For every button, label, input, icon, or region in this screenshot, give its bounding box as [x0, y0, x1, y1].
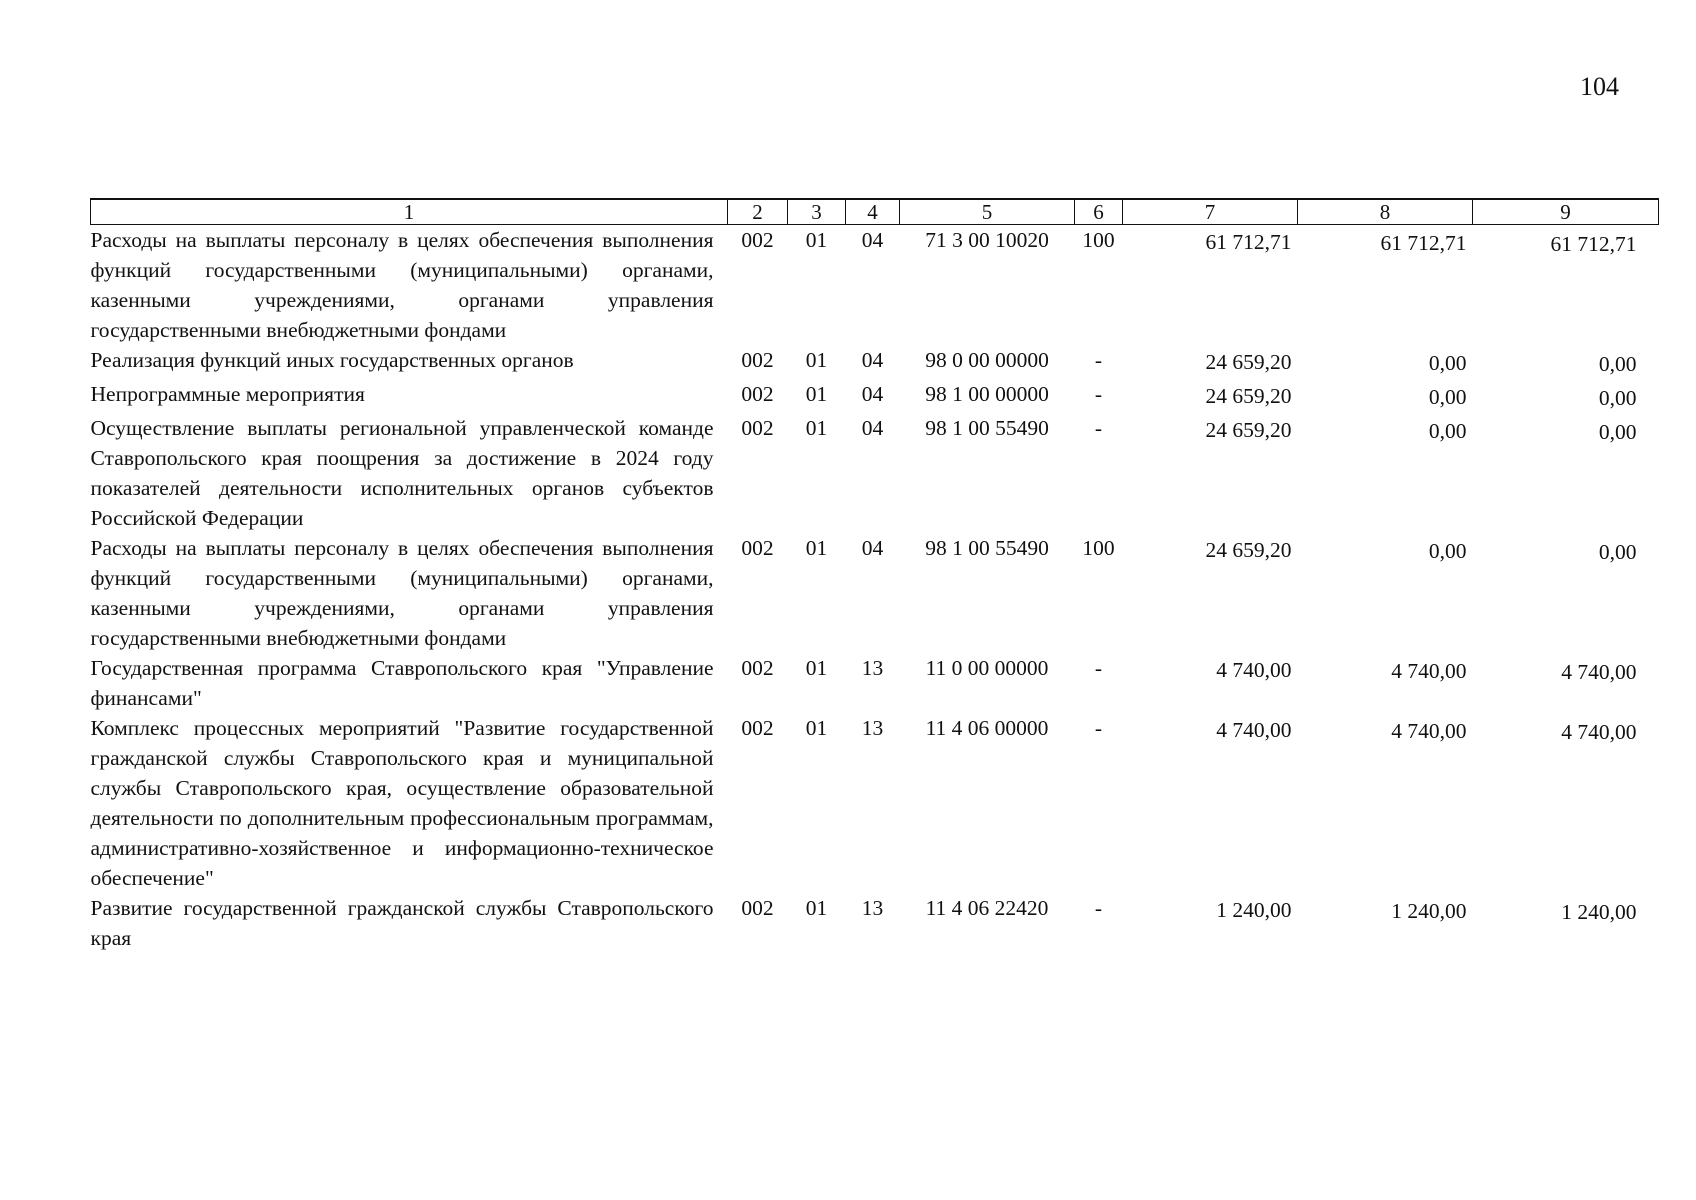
- row-code-6: 100: [1082, 536, 1115, 560]
- row-amount-7: 1 240,00: [1216, 898, 1292, 922]
- row-code-5: 11 0 00 00000: [925, 656, 1049, 680]
- row-code-3: 01: [805, 228, 828, 252]
- row-amount-7: 24 659,20: [1205, 350, 1292, 374]
- table-body: [91, 225, 1659, 954]
- row-code-6: 100: [1082, 228, 1115, 252]
- row-name: Государственная программа Ставропольского края "Управление финансами": [90, 656, 714, 710]
- row-name: Расходы на выплаты персоналу в целях обеспечения выполнения функций государственными (муниципальными) органами, казенными учреждениями, органами управления государственными внебюджетными фондами: [90, 536, 714, 650]
- row-amount-9: 0,00: [1598, 352, 1637, 376]
- row-code-4: 04: [861, 536, 884, 560]
- row-code-2: 002: [741, 536, 774, 560]
- row-code-4: 04: [861, 382, 884, 406]
- row-code-6: -: [1094, 896, 1103, 920]
- table-row: [91, 413, 1659, 533]
- row-amount-8: 1 240,00: [1391, 899, 1467, 923]
- row-code-2: 002: [741, 656, 774, 680]
- row-code-2: 002: [741, 348, 774, 372]
- row-amount-7: 4 740,00: [1216, 658, 1292, 682]
- row-name: Расходы на выплаты персоналу в целях обеспечения выполнения функций государственными (муниципальными) органами, казенными учреждениями, органами управления государственными внебюджетными фондами: [90, 228, 714, 342]
- row-amount-9: 0,00: [1598, 386, 1637, 410]
- row-code-6: -: [1094, 716, 1103, 740]
- row-amount-7: 24 659,20: [1205, 384, 1292, 408]
- column-header-5: 5: [900, 199, 1075, 225]
- column-header-6: 6: [1075, 199, 1123, 225]
- row-code-5: 98 1 00 55490: [925, 536, 1049, 560]
- row-code-5: 98 1 00 00000: [925, 382, 1049, 406]
- row-amount-7: 24 659,20: [1205, 418, 1292, 442]
- row-amount-9: 0,00: [1598, 540, 1637, 564]
- column-header-8: 8: [1298, 199, 1473, 225]
- row-amount-7: 4 740,00: [1216, 718, 1292, 742]
- row-code-5: 98 0 00 00000: [925, 348, 1049, 372]
- row-code-3: 01: [805, 348, 828, 372]
- table-row: [91, 345, 1659, 379]
- row-code-5: 11 4 06 00000: [925, 716, 1049, 740]
- row-code-4: 13: [861, 896, 884, 920]
- page-number: 104: [1580, 72, 1619, 101]
- row-amount-8: 0,00: [1428, 351, 1467, 375]
- column-header-3: 3: [788, 199, 846, 225]
- row-amount-8: 61 712,71: [1380, 231, 1467, 255]
- row-amount-9: 0,00: [1598, 420, 1637, 444]
- row-name: Реализация функций иных государственных органов: [90, 348, 574, 372]
- header-row: [91, 199, 1659, 225]
- row-code-3: 01: [805, 656, 828, 680]
- row-code-2: 002: [741, 716, 774, 740]
- row-amount-8: 0,00: [1428, 419, 1467, 443]
- column-header-9: 9: [1473, 199, 1659, 225]
- row-name: Комплекс процессных мероприятий "Развитие государственной гражданской службы Ставропольского края и муниципальной службы Ставропольского края, осуществление образовательной деятельности по дополнительным профессиональным программам, административно-хозяйственное и информационно-техническое обеспечение": [90, 716, 714, 890]
- row-code-4: 04: [861, 228, 884, 252]
- row-code-2: 002: [741, 416, 774, 440]
- row-code-4: 13: [861, 716, 884, 740]
- row-name: Развитие государственной гражданской службы Ставропольского края: [90, 896, 714, 950]
- row-code-3: 01: [805, 716, 828, 740]
- row-code-3: 01: [805, 536, 828, 560]
- row-code-2: 002: [741, 228, 774, 252]
- row-code-4: 13: [861, 656, 884, 680]
- row-code-3: 01: [805, 896, 828, 920]
- row-amount-9: 4 740,00: [1561, 720, 1637, 744]
- row-code-5: 71 3 00 10020: [925, 228, 1049, 252]
- row-amount-8: 4 740,00: [1391, 659, 1467, 683]
- table-header: [91, 199, 1659, 225]
- budget-table: [90, 198, 1659, 953]
- row-amount-7: 61 712,71: [1205, 230, 1292, 254]
- row-code-6: -: [1094, 348, 1103, 372]
- row-name: Непрограммные мероприятия: [90, 382, 365, 406]
- table-row: [91, 893, 1659, 953]
- row-amount-7: 24 659,20: [1205, 538, 1292, 562]
- row-code-4: 04: [861, 348, 884, 372]
- row-amount-9: 4 740,00: [1561, 660, 1637, 684]
- row-amount-9: 1 240,00: [1561, 900, 1637, 924]
- row-code-2: 002: [741, 382, 774, 406]
- row-code-3: 01: [805, 382, 828, 406]
- table-row: [91, 653, 1659, 713]
- row-code-3: 01: [805, 416, 828, 440]
- row-code-5: 98 1 00 55490: [925, 416, 1049, 440]
- column-header-7: 7: [1123, 199, 1298, 225]
- row-amount-8: 0,00: [1428, 385, 1467, 409]
- column-header-4: 4: [846, 199, 900, 225]
- table-row: [91, 533, 1659, 653]
- column-header-1: 1: [91, 199, 728, 225]
- row-code-5: 11 4 06 22420: [925, 896, 1049, 920]
- row-code-6: -: [1094, 382, 1103, 406]
- table-row: [91, 225, 1659, 346]
- row-amount-8: 4 740,00: [1391, 719, 1467, 743]
- row-amount-8: 0,00: [1428, 539, 1467, 563]
- row-name: Осуществление выплаты региональной управленческой команде Ставропольского края поощрения за достижение в 2024 году показателей деятельности исполнительных органов субъектов Российской Федерации: [90, 416, 714, 530]
- row-code-6: -: [1094, 416, 1103, 440]
- row-code-2: 002: [741, 896, 774, 920]
- row-code-4: 04: [861, 416, 884, 440]
- row-amount-9: 61 712,71: [1550, 232, 1637, 256]
- table-row: [91, 713, 1659, 893]
- table-row: [91, 379, 1659, 413]
- row-code-6: -: [1094, 656, 1103, 680]
- column-header-2: 2: [728, 199, 788, 225]
